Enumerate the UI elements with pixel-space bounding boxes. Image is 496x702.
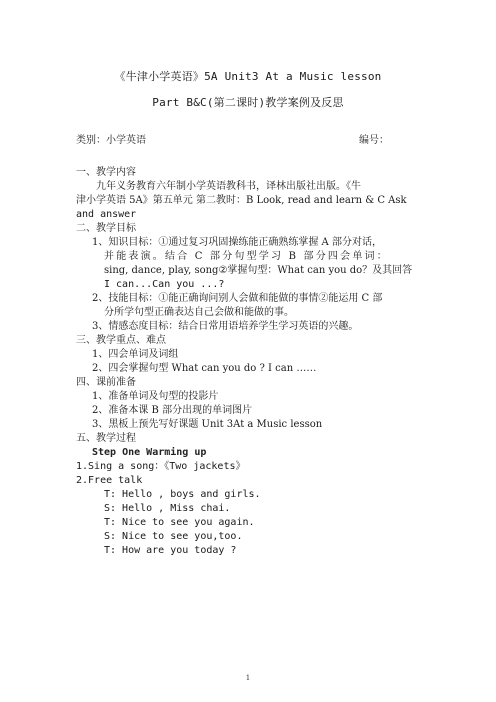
dialog-line: T: Hello , boys and girls. <box>104 489 261 500</box>
dialog-line: S: Hello , Miss chai. <box>104 503 231 514</box>
prep-item: 2、准备本课 B 部分出现的单词图片 <box>92 405 253 416</box>
goal-knowledge-line: 并能表演。结合 C 部分句型学习 B 部分四会单词： <box>104 251 389 262</box>
section-heading-content: 一、教学内容 <box>76 167 136 178</box>
process-item: 1.Sing a song：《Two jackets》 <box>76 461 246 472</box>
dialog-line: S: Nice to see you,too. <box>104 531 243 542</box>
process-item: 2.Free talk <box>76 475 143 486</box>
goal-attitude-line: 3、情感态度目标：结合日常用语培养学生学习英语的兴趣。 <box>92 321 359 332</box>
category-label: 类别：小学英语 <box>76 135 146 146</box>
focus-item: 2、四会掌握句型 What can you do ? I can …… <box>92 363 317 374</box>
number-label: 编号： <box>359 135 389 146</box>
paragraph-line: and answer <box>76 209 137 220</box>
dialog-line: T: Nice to see you again. <box>104 517 255 528</box>
goal-knowledge-line: 1、知识目标：①通过复习巩固操练能正确熟练掌握 A 部分对话， <box>92 237 382 248</box>
prep-item: 3、黑板上预先写好课题 Unit 3At a Music lesson <box>92 419 323 430</box>
goal-skill-line: 分所学句型正确表达自己会做和能做的事。 <box>104 307 294 318</box>
section-heading-focus: 三、教学重点、难点 <box>76 335 166 346</box>
paragraph-line: 九年义务教育六年制小学英语教科书，译林出版社出版。《牛 <box>96 181 361 192</box>
page-number: 1 <box>245 674 251 682</box>
paragraph-line: 津小学英语 5A》第五单元 第二教时：B Look, read and learn & C Ask <box>76 195 407 206</box>
goal-knowledge-line: I can...Can you ...? <box>104 279 225 290</box>
goal-knowledge-line: sing, dance, play, song②掌握句型：What can you do？及其回答 <box>104 265 413 276</box>
section-heading-goals: 二、教学目标 <box>76 223 136 234</box>
document-body <box>76 166 424 558</box>
document-title-line1: 《牛津小学英语》5A Unit3 At a Music lesson <box>114 70 382 83</box>
goal-skill-line: 2、技能目标：①能正确询问别人会做和能做的事情②能运用 C 部 <box>92 293 383 304</box>
section-heading-process: 五、教学过程 <box>76 433 136 444</box>
focus-item: 1、四会单词及词组 <box>92 349 179 360</box>
prep-item: 1、准备单词及句型的投影片 <box>92 391 219 402</box>
section-heading-prep: 四、课前准备 <box>76 377 136 388</box>
dialog-line: T: How are you today ? <box>104 545 237 556</box>
step-heading: Step One Warming up <box>92 447 207 458</box>
document-title-line2: Part B&C(第二课时)教学案例及反思 <box>152 96 344 109</box>
